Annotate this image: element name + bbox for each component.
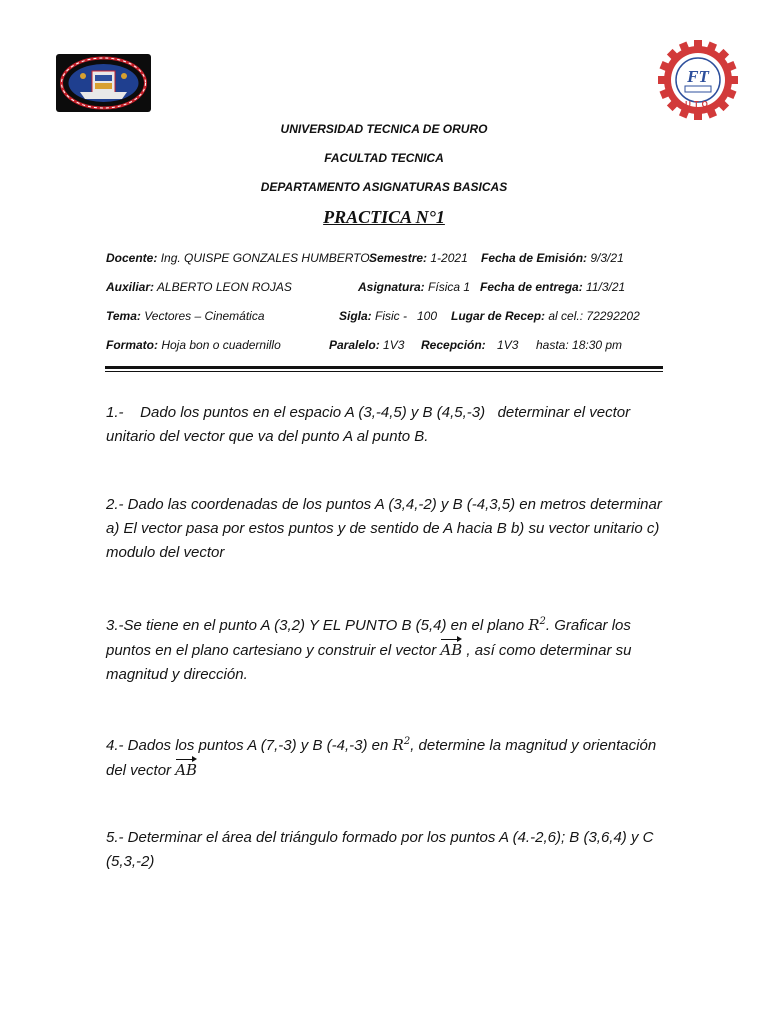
entrega-field bbox=[480, 280, 625, 294]
formato-field bbox=[106, 338, 281, 352]
question-3-part-a: 3.-Se tiene en el punto A (3,2) Y EL PUNTO B (5,4) en el plano bbox=[106, 617, 525, 634]
header-divider-thick bbox=[105, 366, 663, 369]
plane-symbol: $R^2$ bbox=[528, 616, 546, 634]
question-4-part-b: , determine la magnitud y orientación del vector bbox=[106, 737, 657, 779]
question-4-part-a: 4.- Dados los puntos A (7,-3) y B (-4,-3) en bbox=[106, 737, 389, 754]
question-2: 2.- Dado las coordenadas de los puntos A (3,4,-2) y B (-4,3,5) en metros determinar a) El vector pasa por estos puntos y de sentido de A hacia B b) su vector unitario c) modulo del vector bbox=[106, 496, 662, 561]
formato-label: Formato: bbox=[106, 338, 158, 352]
practice-title: PRACTICA N°1 bbox=[323, 207, 445, 227]
emision-label: Fecha de Emisión: bbox=[481, 251, 588, 265]
docente-label: Docente: bbox=[106, 251, 158, 265]
semestre-label: Semestre: bbox=[369, 251, 428, 265]
asignatura-field bbox=[358, 280, 470, 294]
question-4 bbox=[106, 730, 666, 783]
vector-ab-symbol: AB bbox=[175, 758, 197, 782]
asignatura-value: Física 1 bbox=[428, 280, 471, 294]
tema-label: Tema: bbox=[106, 309, 141, 323]
faculty-name: FACULTAD TECNICA bbox=[324, 151, 444, 165]
gear-logo-bottom-text: UTO bbox=[685, 100, 711, 109]
semestre-field bbox=[369, 251, 468, 265]
emision-field bbox=[481, 251, 624, 265]
auxiliar-value: ALBERTO LEON ROJAS bbox=[156, 280, 292, 294]
lugar-value: al cel.: 72292202 bbox=[548, 309, 640, 323]
question-3 bbox=[106, 610, 666, 687]
tema-value: Vectores – Cinemática bbox=[144, 309, 265, 323]
lugar-field bbox=[451, 309, 640, 323]
recepcion-field bbox=[421, 338, 518, 352]
question-3-part-c: , así como determinar su magnitud y dirección. bbox=[106, 642, 632, 683]
asignatura-label: Asignatura: bbox=[358, 280, 425, 294]
entrega-value: 11/3/21 bbox=[586, 280, 626, 294]
sigla-label: Sigla: bbox=[339, 309, 372, 323]
auxiliar-label: Auxiliar: bbox=[106, 280, 155, 294]
semestre-value: 1-2021 bbox=[430, 251, 468, 265]
auxiliar-field bbox=[106, 280, 292, 294]
question-1: 1.- Dado los puntos en el espacio A (3,-4,5) y B (4,5,-3) determinar el vector unitario del vector que va del punto A al punto B. bbox=[106, 404, 635, 445]
emision-value: 9/3/21 bbox=[590, 251, 624, 265]
vector-ab-symbol: AB bbox=[440, 638, 462, 662]
sigla-value: Fisic - 100 bbox=[375, 309, 438, 323]
university-name: UNIVERSIDAD TECNICA DE ORURO bbox=[280, 122, 488, 136]
department-name: DEPARTAMENTO ASIGNATURAS BASICAS bbox=[260, 180, 508, 194]
recepcion-label: Recepción: bbox=[421, 338, 486, 352]
paralelo-field bbox=[329, 338, 404, 352]
fnt-gear-logo bbox=[658, 40, 738, 120]
recepcion-value: 1V3 bbox=[497, 338, 519, 352]
hasta-field: hasta: 18:30 pm bbox=[536, 338, 623, 352]
docente-field bbox=[106, 251, 370, 265]
header-divider-thin bbox=[105, 371, 663, 372]
docente-value: Ing. QUISPE GONZALES HUMBERTO bbox=[160, 251, 370, 265]
paralelo-label: Paralelo: bbox=[329, 338, 380, 352]
entrega-label: Fecha de entrega: bbox=[480, 280, 583, 294]
formato-value: Hoja bon o cuadernillo bbox=[161, 338, 281, 352]
gear-logo-text: FT bbox=[687, 67, 709, 86]
faculty-seal-logo bbox=[56, 54, 151, 112]
question-5: 5.- Determinar el área del triángulo formado por los puntos A (4.-2,6); B (3,6,4) y C (5,3,-2) bbox=[106, 829, 654, 870]
sigla-field bbox=[339, 309, 437, 323]
question-3-part-b: . Graficar los puntos en el plano cartesiano y construir el vector bbox=[106, 617, 631, 659]
tema-field bbox=[106, 309, 265, 323]
lugar-label: Lugar de Recep: bbox=[451, 309, 546, 323]
paralelo-value: 1V3 bbox=[383, 338, 405, 352]
plane-symbol: $R^2$ bbox=[392, 736, 411, 754]
